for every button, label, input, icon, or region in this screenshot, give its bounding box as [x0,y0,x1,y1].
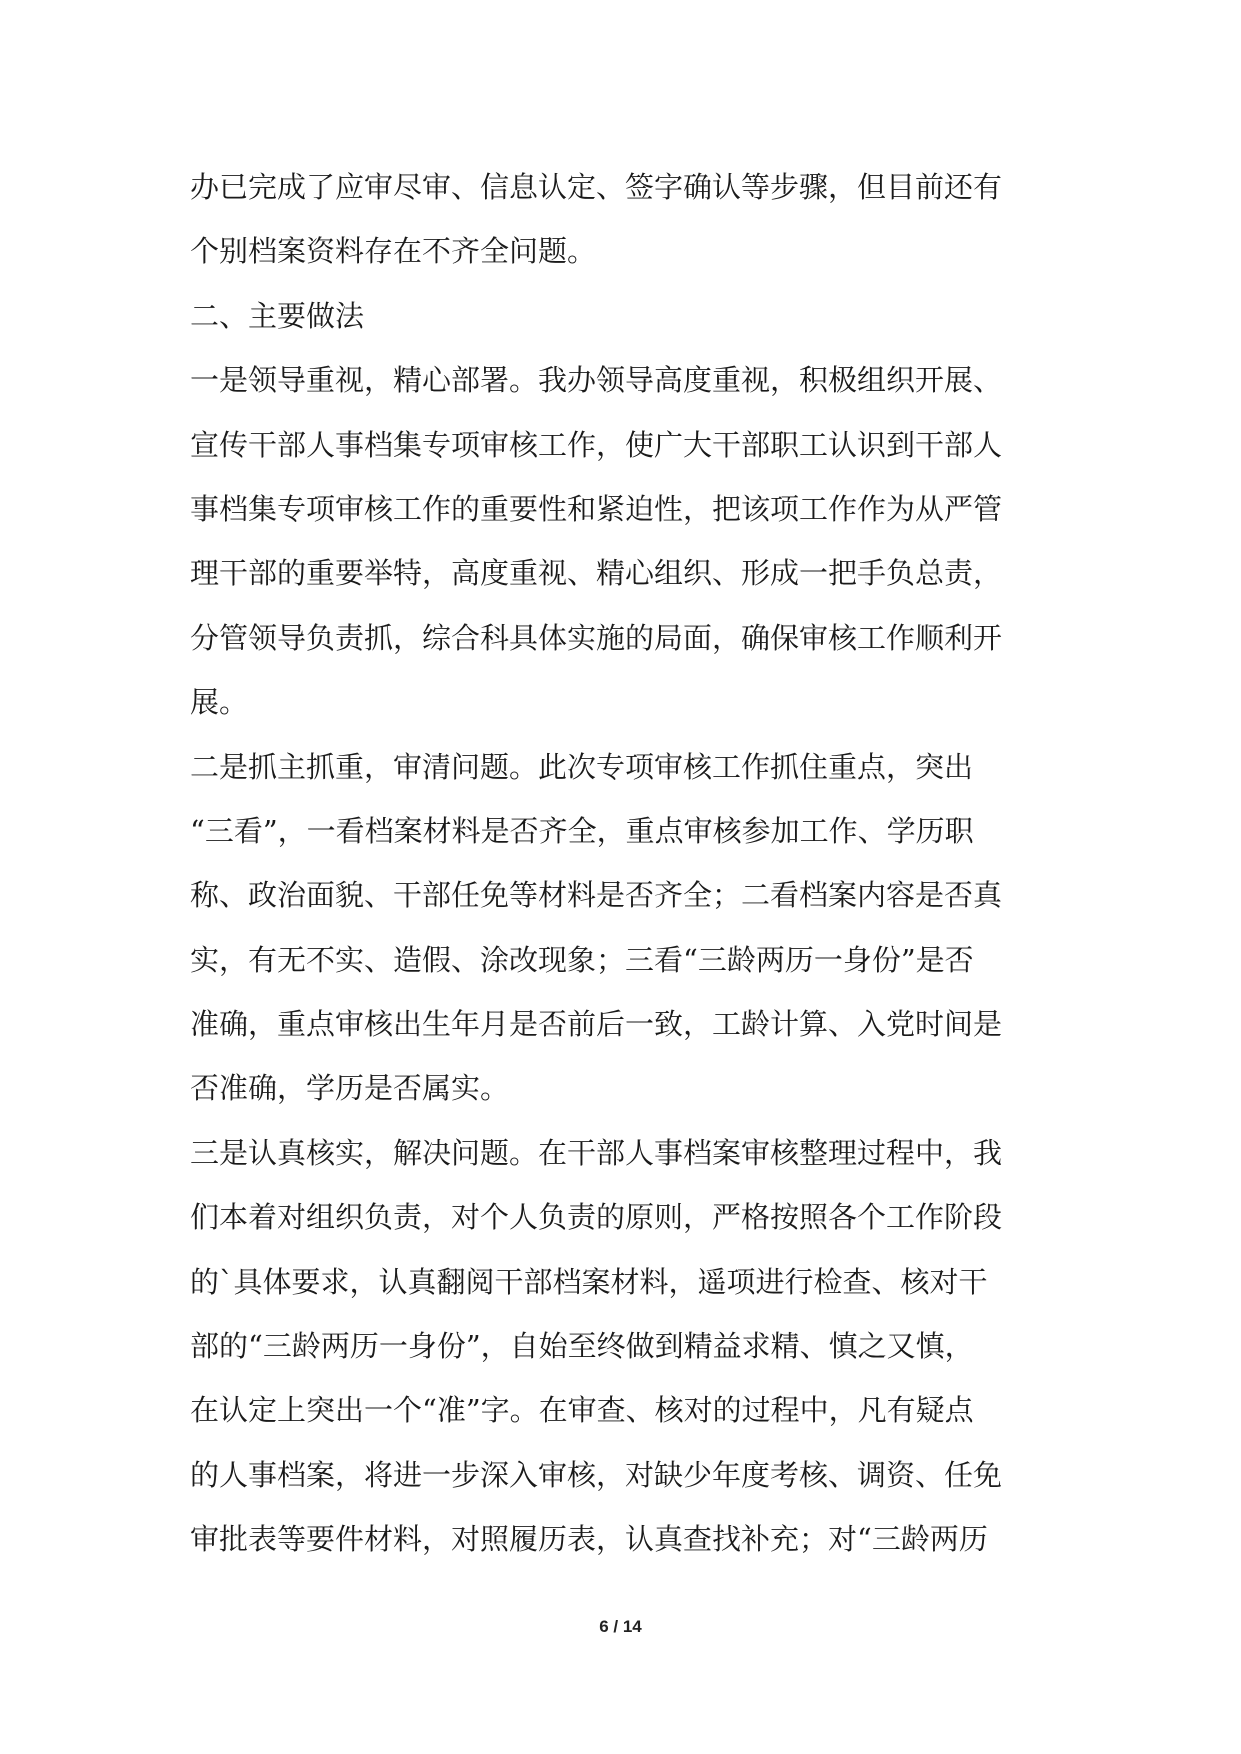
text-line: 部的“三龄两历一身份”，自始至终做到精益求精、慎之又慎， [190,1329,974,1364]
text-line: 展。 [190,685,249,720]
text-line: “三看”，一看档案材料是否齐全，重点审核参加工作、学历职 [190,813,974,848]
text-line: 的`具体要求，认真翻阅干部档案材料，遥项进行检查、核对干 [190,1264,988,1299]
text-line: 理干部的重要举特，高度重视、精心组织、形成一把手负总责， [190,556,1003,591]
text-line: 在认定上突出一个“准”字。在审查、核对的过程中，凡有疑点 [190,1393,974,1428]
text-line: 否准确，学历是否属实。 [190,1071,510,1106]
text-line: 二是抓主抓重，审清问题。此次专项审核工作抓住重点，突出 [190,749,974,784]
section-heading: 二、主要做法 [190,298,365,333]
text-line: 们本着对组织负责，对个人负责的原则，严格按照各个工作阶段 [190,1200,1003,1235]
text-line: 准确，重点审核出生年月是否前后一致，工龄计算、入党时间是 [190,1007,1003,1042]
text-line: 宣传干部人事档集专项审核工作，使广大干部职工认识到干部人 [190,427,1003,462]
text-line: 个别档案资料存在不齐全问题。 [190,234,597,269]
text-line: 审批表等要件材料，对照履历表，认真查找补充；对“三龄两历 [190,1522,988,1557]
page-number: 6 / 14 [599,1617,642,1636]
text-line: 事档集专项审核工作的重要性和紧迫性，把该项工作作为从严管 [190,491,1003,526]
text-line: 一是领导重视，精心部署。我办领导高度重视，积极组织开展、 [190,363,1003,398]
text-line: 办已完成了应审尽审、信息认定、签字确认等步骤，但目前还有 [190,170,1003,204]
text-line: 分管领导负责抓，综合科具体实施的局面，确保审核工作顺利开 [190,620,1003,655]
text-line: 的人事档案，将进一步深入审核，对缺少年度考核、调资、任免 [190,1457,1003,1492]
text-line: 称、政治面貌、干部任免等材料是否齐全；二看档案内容是否真 [190,878,1003,913]
text-line: 实，有无不实、造假、涂改现象；三看“三龄两历一身份”是否 [190,942,974,977]
text-line: 三是认真核实，解决问题。在干部人事档案审核整理过程中，我 [190,1135,1003,1170]
document-body [190,155,1070,1572]
